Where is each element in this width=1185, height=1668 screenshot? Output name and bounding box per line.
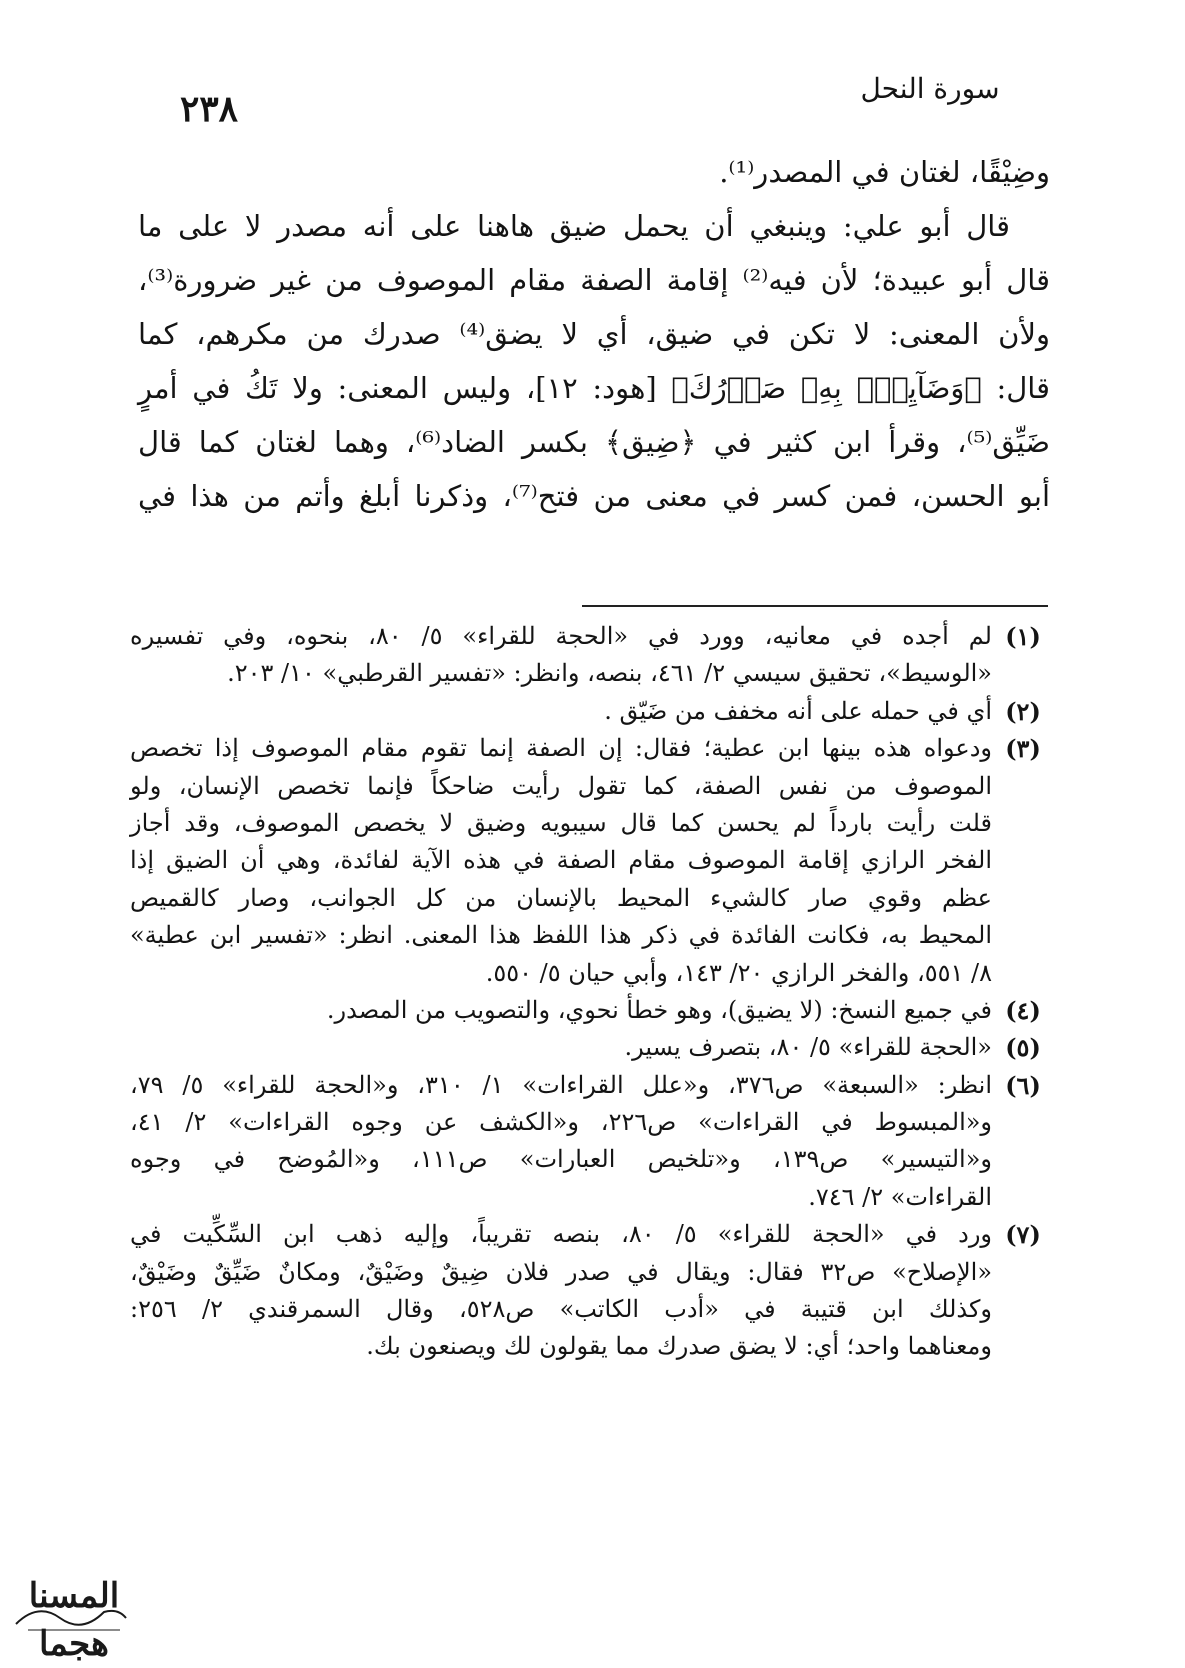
footnote-5 — [130, 1029, 1050, 1066]
footnote-line: وكذلك ابن قتيبة في «أدب الكاتب» ص٥٢٨، وقال السمرقندي ٢/ ٢٥٦: — [130, 1295, 993, 1324]
footnote-2 — [130, 693, 1050, 730]
running-title: سورة النحل — [860, 72, 1000, 105]
footnote-line: الفخر الرازي إقامة الموصوف مقام الصفة في هذه الآية لفائدة، وهي أن الضيق إذا — [130, 846, 992, 875]
footnote-line: «الإصلاح» ص٣٢ فقال: ويقال في صدر فلان ضِيقٌ وضَيْقٌ، ومكانٌ ضَيِّقٌ وضَيْقٌ، — [130, 1257, 993, 1286]
footnote-number: (٧) — [1005, 1220, 1041, 1250]
footnote-line: قلت رأيت بارداً لم يحسن كما قال سيبويه وضيق لا يخصص الموصوف، وقد أجاز — [130, 808, 992, 837]
footnote-1 — [130, 618, 1050, 693]
footnote-line: في جميع النسخ: (لا يضيق)، وهو خطأ نحوي، والتصويب من المصدر. — [326, 995, 992, 1024]
body-line: أبو الحسن، فمن كسر في معنى من فتح⁽⁷⁾، وذكرنا أبلغ وأتم من هذا في — [138, 479, 1050, 513]
footnote-3 — [130, 730, 1050, 992]
footnote-line: انظر: «السبعة» ص٣٧٦، و«علل القراءات» ١/ ٣١٠، و«الحجة للقراء» ٥/ ٧٩، — [130, 1070, 992, 1099]
footnote-line: القراءات» ٢/ ٧٤٦. — [808, 1182, 992, 1211]
footnote-line: ومعناهما واحد؛ أي: لا يضق صدرك مما يقولون لك ويصنعون بك. — [366, 1332, 992, 1361]
footnote-number: (٣) — [1005, 734, 1041, 764]
footnote-number: (٢) — [1005, 696, 1041, 726]
body-line: وضِيْقًا، لغتان في المصدر⁽¹⁾. — [719, 155, 1050, 189]
footnote-line: أي في حمله على أنه مخفف من ضَيّق . — [604, 696, 992, 725]
footnote-number: (١) — [1005, 622, 1041, 651]
footnote-line: «الحجة للقراء» ٥/ ٨٠، بتصرف يسير. — [624, 1033, 992, 1062]
body-line: ولأن المعنى: لا تكن في ضيق، أي لا يضق⁽⁴⁾ صدرك من مكرهم، كما — [138, 317, 1050, 351]
body-line: قال أبو عبيدة؛ لأن فيه⁽²⁾ إقامة الصفة مقام الموصوف من غير ضرورة⁽³⁾، — [138, 263, 1051, 297]
page-number: ٢٣٨ — [180, 88, 239, 130]
body-line: قال أبو علي: وينبغي أن يحمل ضيق هاهنا على أنه مصدر لا على ما — [138, 209, 1010, 243]
footnote-line: «الوسيط»، تحقيق سيسي ٢/ ٤٦١، بنصه، وانظر: «تفسير القرطبي» ١٠/ ٢٠٣. — [227, 659, 992, 688]
footnote-line: المحيط به، فكانت الفائدة في ذكر هذا اللفظ هذا المعنى. انظر: «تفسير ابن عطية» — [130, 921, 993, 950]
watermark-logo — [8, 1572, 133, 1664]
footnote-line: و«التيسير» ص١٣٩، و«تلخيص العبارات» ص١١١، و«المُوضح في وجوه — [130, 1145, 992, 1174]
footnotes — [130, 618, 1050, 1366]
watermark-text: المسنا هجما — [28, 1576, 120, 1664]
footnote-number: (٥) — [1005, 1033, 1041, 1063]
main-text — [138, 145, 1050, 523]
footnote-number: (٦) — [1005, 1070, 1041, 1100]
footnote-7 — [130, 1216, 1050, 1366]
footnote-line: ٨/ ٥٥١، والفخر الرازي ٢٠/ ١٤٣، وأبي حيان ٥/ ٥٥٠. — [485, 958, 992, 987]
footnote-number: (٤) — [1005, 995, 1041, 1025]
body-line: ضَيِّق⁽⁵⁾، وقرأ ابن كثير في ﴿ضِيق﴾ بكسر الضاد⁽⁶⁾، وهما لغتان كما قال — [138, 425, 1050, 459]
footnote-line: عظم وقوي صار كالشيء المحيط بالإنسان من كل الجوانب، وصار كالقميص — [130, 883, 992, 912]
footnote-4 — [130, 992, 1050, 1029]
body-line: قال: ﴿وَضَآيِقٌۢ بِهِۦ صَدۡرُكَ﴾ [هود: ١٢]، وليس المعنى: ولا تَكُ في أمرٍ — [138, 371, 1050, 405]
footnote-line: ودعواه هذه بينها ابن عطية؛ فقال: إن الصفة إنما تقوم مقام الموصوف إذا تخصص — [130, 734, 992, 763]
footnote-6 — [130, 1067, 1050, 1217]
footnote-divider — [582, 605, 1048, 607]
footnote-line: ورد في «الحجة للقراء» ٥/ ٨٠، بنصه تقريباً، وإليه ذهب ابن السِّكِّيت في — [130, 1220, 992, 1249]
footnote-line: و«المبسوط في القراءات» ص٢٢٦، و«الكشف عن وجوه القراءات» ٢/ ٤١، — [130, 1108, 993, 1137]
footnote-line: الموصوف من نفس الصفة، كما تقول رأيت ضاحكاً فإنما تخصص الإنسان، ولو — [130, 771, 992, 800]
footnote-line: لم أجده في معانيه، وورد في «الحجة للقراء» ٥/ ٨٠، بنحوه، وفي تفسيره — [130, 622, 992, 650]
